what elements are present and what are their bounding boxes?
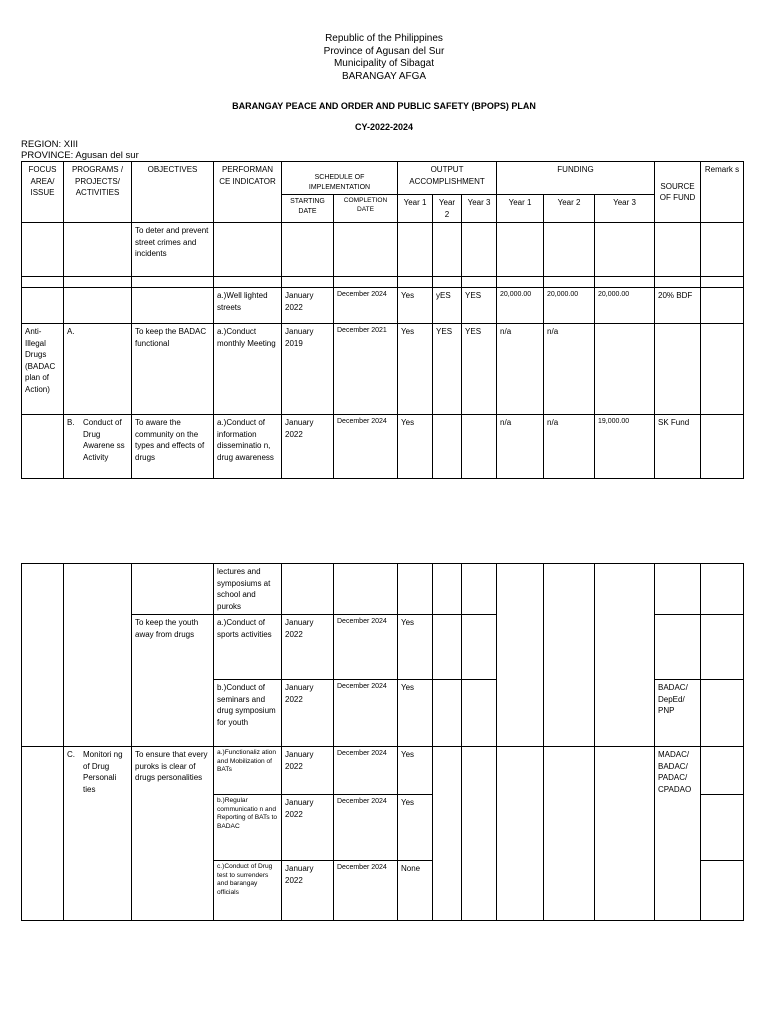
indicator-cell: lectures and symposiums at school and puroks xyxy=(214,564,282,615)
program-cell xyxy=(64,415,132,479)
fund-y3-cell: 20,000.00 xyxy=(595,288,655,324)
col-funding-year1: Year 1 xyxy=(497,195,544,223)
output-y1-cell: Yes xyxy=(398,288,433,324)
output-y1-cell: Yes xyxy=(398,415,433,479)
col-indicator: PERFORMAN CE INDICATOR xyxy=(214,162,282,223)
table-row xyxy=(22,324,744,415)
source-cell: 20% BDF xyxy=(655,288,701,324)
end-date-cell: December 2024 xyxy=(334,680,398,747)
source-cell: BADAC/ DepEd/ PNP xyxy=(655,680,701,747)
indicator-cell: a.)Conduct of information disseminatio n, drug awareness xyxy=(214,415,282,479)
start-date-cell: January 2022 xyxy=(282,615,334,680)
start-date-cell: January 2022 xyxy=(282,680,334,747)
end-date-cell: December 2024 xyxy=(334,747,398,795)
source-cell: MADAC/ BADAC/ PADAC/ CPADAO xyxy=(655,747,701,921)
end-date-cell: December 2021 xyxy=(334,324,398,415)
col-output: OUTPUT ACCOMPLISHMENT xyxy=(398,162,497,195)
table-row xyxy=(22,223,744,277)
output-y1-cell: Yes xyxy=(398,680,433,747)
col-output-year1: Year 1 xyxy=(398,195,433,223)
indicator-cell: b.)Conduct of seminars and drug symposium for youth xyxy=(214,680,282,747)
header-row xyxy=(22,162,744,195)
col-focus-area: FOCUS AREA/ ISSUE xyxy=(22,162,64,223)
output-y3-cell: YES xyxy=(462,324,497,415)
start-date-cell: January 2022 xyxy=(282,747,334,795)
header-republic: Republic of the Philippines xyxy=(325,33,443,44)
output-y1-cell: Yes xyxy=(398,747,433,795)
focus-area-cell: Anti-Illegal Drugs (BADAC plan of Action) xyxy=(22,324,64,415)
output-y2-cell: YES xyxy=(433,324,462,415)
fund-y3-cell: 19,000.00 xyxy=(595,415,655,479)
table-row xyxy=(22,415,744,479)
fund-y2-cell: n/a xyxy=(544,324,595,415)
output-y1-cell: None xyxy=(398,861,433,921)
col-funding: FUNDING xyxy=(497,162,655,195)
header-municipality: Municipality of Sibagat xyxy=(333,58,435,69)
fund-y1-cell: 20,000.00 xyxy=(497,288,544,324)
document-header xyxy=(0,33,768,83)
objective-cell: To keep the youth away from drugs xyxy=(132,615,214,747)
end-date-cell: December 2024 xyxy=(334,795,398,861)
table-row xyxy=(22,564,744,615)
col-funding-year2: Year 2 xyxy=(544,195,595,223)
objective-cell: To keep the BADAC functional xyxy=(132,324,214,415)
indicator-cell: a.)Well lighted streets xyxy=(214,288,282,324)
header-province: Province of Agusan del Sur xyxy=(323,45,445,57)
objective-cell: To deter and prevent street crimes and incidents xyxy=(132,223,214,277)
program-cell xyxy=(64,747,132,921)
source-cell: SK Fund xyxy=(655,415,701,479)
table-row xyxy=(22,747,744,795)
plan-table-2 xyxy=(21,563,744,921)
indicator-cell: c.)Conduct of Drug test to surrenders and barangay officials xyxy=(214,861,282,921)
start-date-cell: January 2022 xyxy=(282,795,334,861)
output-y1-cell: Yes xyxy=(398,324,433,415)
col-source: SOURCE OF FUND xyxy=(655,162,701,223)
indicator-cell: a.)Conduct of sports activities xyxy=(214,615,282,680)
program-letter: B. xyxy=(67,418,75,427)
output-y1-cell: Yes xyxy=(398,795,433,861)
indicator-cell: a.)Functionaliz ation and Mobilization of BATs xyxy=(214,747,282,795)
output-y3-cell: YES xyxy=(462,288,497,324)
end-date-cell: December 2024 xyxy=(334,415,398,479)
objective-cell: To aware the community on the types and effects of drugs xyxy=(132,415,214,479)
table-row xyxy=(22,277,744,288)
col-remarks: Remark s xyxy=(701,162,744,223)
end-date-cell: December 2024 xyxy=(334,288,398,324)
fund-y2-cell: 20,000.00 xyxy=(544,288,595,324)
indicator-cell: b.)Regular communicatio n and Reporting of BATs to BADAC xyxy=(214,795,282,861)
document-period: CY-2022-2024 xyxy=(354,122,414,132)
start-date-cell: January 2022 xyxy=(282,288,334,324)
col-starting-date: STARTING DATE xyxy=(282,195,334,223)
col-completion-date: COMPLETION DATE xyxy=(334,195,398,223)
start-date-cell: January 2019 xyxy=(282,324,334,415)
col-schedule: SCHEDULE OF IMPLEMENTATION xyxy=(282,162,398,195)
objective-cell: To ensure that every puroks is clear of drugs personalities xyxy=(132,747,214,921)
fund-y2-cell: n/a xyxy=(544,415,595,479)
program-cell: A. xyxy=(64,324,132,415)
province-label: PROVINCE: Agusan del sur xyxy=(21,150,139,161)
end-date-cell: December 2024 xyxy=(334,861,398,921)
program-name: Conduct of Drug Awarene ss Activity xyxy=(83,418,125,462)
indicator-cell: a.)Conduct monthly Meeting xyxy=(214,324,282,415)
col-programs: PROGRAMS / PROJECTS/ ACTIVITIES xyxy=(64,162,132,223)
document-title: BARANGAY PEACE AND ORDER AND PUBLIC SAFETY (BPOPS) PLAN xyxy=(232,101,536,111)
table-row xyxy=(22,288,744,324)
output-y1-cell: Yes xyxy=(398,615,433,680)
program-name: Monitori ng of Drug Personali ties xyxy=(83,750,123,794)
start-date-cell: January 2022 xyxy=(282,861,334,921)
start-date-cell: January 2022 xyxy=(282,415,334,479)
fund-y1-cell: n/a xyxy=(497,415,544,479)
header-barangay: BARANGAY AFGA xyxy=(341,70,427,82)
end-date-cell: December 2024 xyxy=(334,615,398,680)
col-output-year3: Year 3 xyxy=(462,195,497,223)
region-label: REGION: XIII xyxy=(21,139,79,150)
fund-y1-cell: n/a xyxy=(497,324,544,415)
col-objectives: OBJECTIVES xyxy=(132,162,214,223)
output-y2-cell: yES xyxy=(433,288,462,324)
plan-table-1 xyxy=(21,161,744,479)
program-letter: C. xyxy=(67,750,75,759)
col-funding-year3: Year 3 xyxy=(595,195,655,223)
col-output-year2: Year 2 xyxy=(433,195,462,223)
